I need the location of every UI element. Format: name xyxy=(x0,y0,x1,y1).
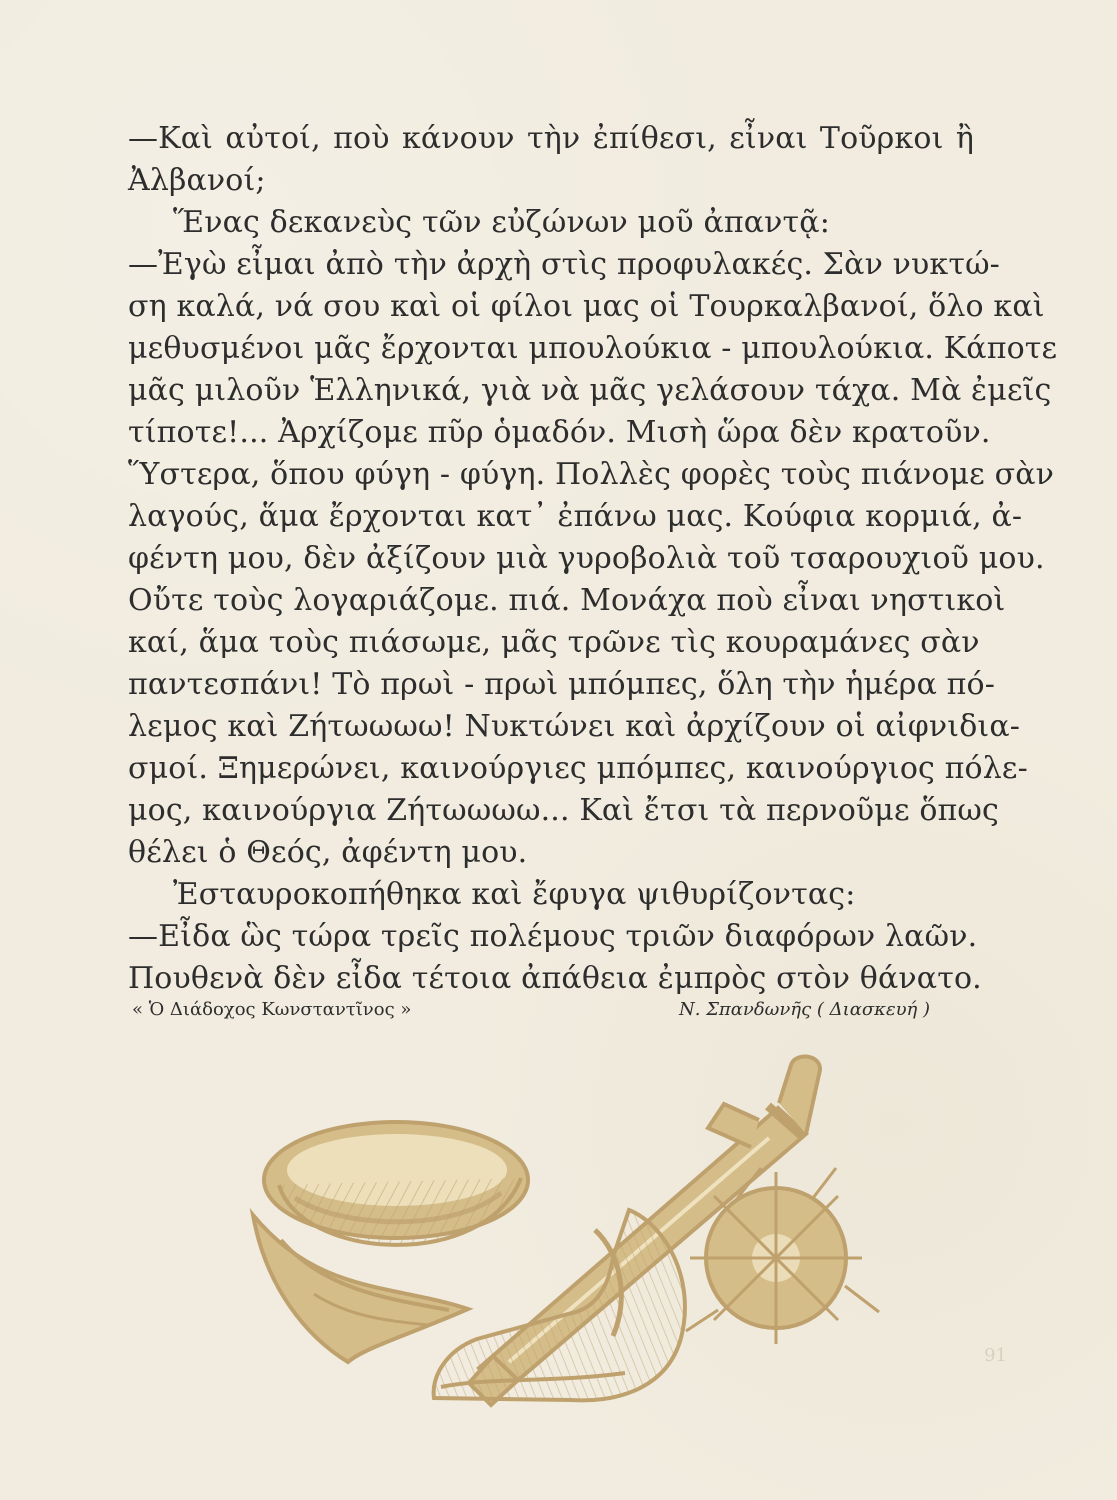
text-line: Πουθενὰ δὲν εἶδα τέτοια ἀπάθεια ἐμπρὸς στὸν θάνατο. xyxy=(128,961,982,996)
text-line: φέντη μου, δὲν ἀξίζουν μιὰ γυροβολιὰ τοῦ τσαρουχιοῦ μου. xyxy=(128,541,1045,576)
text-line: Ἕνας δεκανεὺς τῶν εὐζώνων μοῦ ἀπαντᾷ: xyxy=(173,205,830,240)
text-line: μος, καινούργια Ζήτωωωω... Καὶ ἔτσι τὰ περνοῦμε ὅπως xyxy=(128,793,999,828)
text-line: τίποτε!... Ἀρχίζομε πῦρ ὁμαδόν. Μισὴ ὥρα δὲν κρατοῦν. xyxy=(128,415,991,450)
text-line: —Ἐγὼ εἶμαι ἀπὸ τὴν ἀρχὴ στὶς προφυλακές. Σὰν νυκτώ- xyxy=(128,247,1000,282)
text-line: —Εἶδα ὣς τώρα τρεῖς πολέμους τριῶν διαφόρων λαῶν. xyxy=(128,919,978,954)
text-line: καί, ἅμα τοὺς πιάσωμε, μᾶς τρῶνε τὶς κουραμάνες σὰν xyxy=(128,625,980,660)
bowl-icon xyxy=(264,1122,528,1245)
page-number: 91 xyxy=(984,1345,1007,1366)
text-line: παντεσπάνι! Τὸ πρωὶ - πρωὶ μπόμπες, ὅλη τὴν ἡμέρα πό- xyxy=(128,667,996,702)
text-line: μᾶς μιλοῦν Ἑλληνικά, γιὰ νὰ μᾶς γελάσουν τάχα. Μὰ ἐμεῖς xyxy=(128,373,1052,408)
text-line: λεμος καὶ Ζήτωωωω! Νυκτώνει καὶ ἀρχίζουν οἱ αἰφνιδια- xyxy=(128,709,1021,744)
text-line: θέλει ὁ Θεός, ἀφέντη μου. xyxy=(128,835,528,870)
text-line: λαγούς, ἅμα ἔρχονται κατ᾽ ἐπάνω μας. Κούφια κορμιά, ἀ- xyxy=(128,499,1023,534)
text-line: ση καλά, νά σου καὶ οἱ φίλοι μας οἱ Τουρκαλβανοί, ὅλο καὶ xyxy=(128,289,1045,324)
text-line: σμοί. Ξημερώνει, καινούργιες μπόμπες, καινούργιος πόλε- xyxy=(128,751,1028,786)
text-line: Ἐσταυροκοπήθηκα καὶ ἔφυγα ψιθυρίζοντας: xyxy=(173,877,856,912)
source-title: « Ὁ Διάδοχος Κωνσταντῖνος » xyxy=(132,999,412,1020)
text-line: —Καὶ αὐτοί, ποὺ κάνουν τὴν ἐπίθεσι, εἶναι Τοῦρκοι ἢ xyxy=(128,121,974,156)
text-line: μεθυσμένοι μᾶς ἔρχονται μπουλούκια - μπουλούκια. Κάποτε xyxy=(128,331,1058,366)
text-line: Ὕστερα, ὅπου φύγη - φύγη. Πολλὲς φορὲς τοὺς πιάνομε σὰν xyxy=(128,457,1054,492)
text-line: Ἀλβανοί; xyxy=(128,163,266,198)
author-note: Ν. Σπανδωνῆς ( Διασκευή ) xyxy=(679,999,931,1020)
text-line: Οὔτε τοὺς λογαριάζομε. πιά. Μονάχα ποὺ εἶναι νηστικοὶ xyxy=(128,583,1006,618)
woodcut-illustration xyxy=(231,1050,969,1425)
